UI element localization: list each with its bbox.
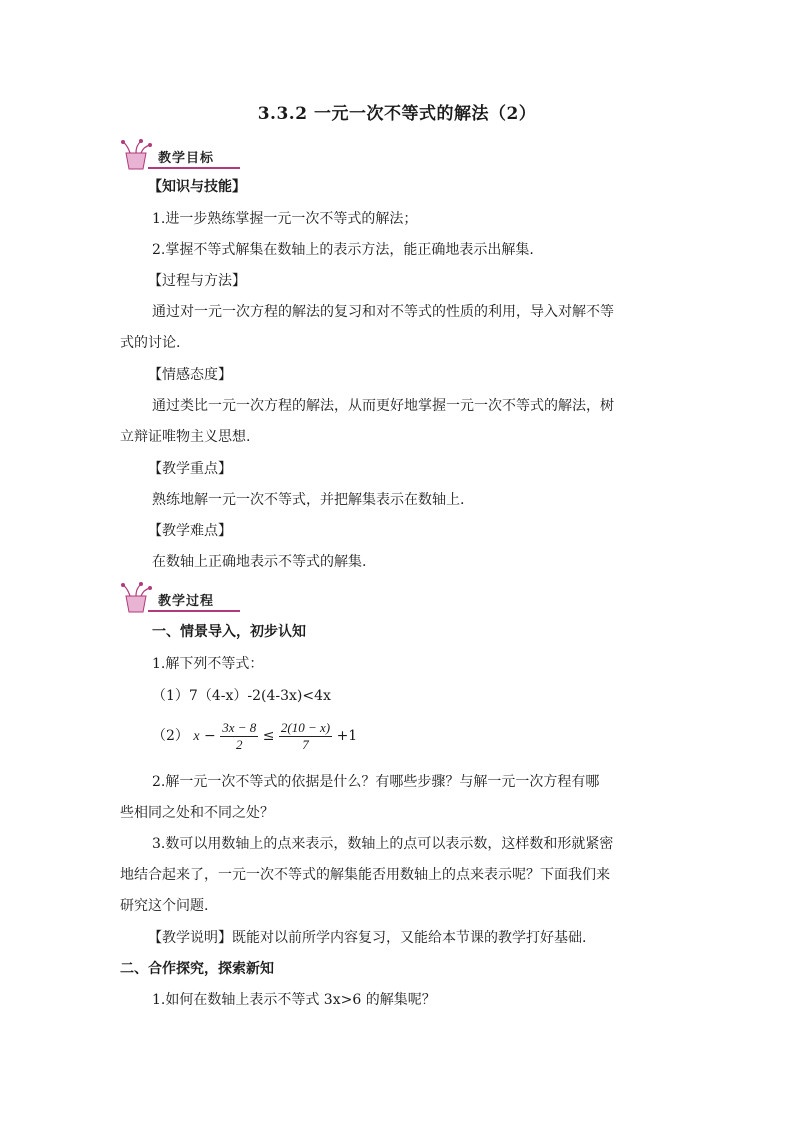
item-2-line-2: 些相同之处和不同之处？ xyxy=(120,805,274,821)
equation-2 xyxy=(152,716,357,756)
item-3-line-2: 地结合起来了，一元一次不等式的解集能否用数轴上的点来表示呢？下面我们来 xyxy=(120,867,610,883)
badge-label: 教学过程 xyxy=(158,594,215,609)
part2-heading: 二、合作探究，探索新知 xyxy=(120,961,274,977)
part1-heading: 一、情景导入，初步认知 xyxy=(152,624,306,640)
item-3-line-1: 3.数可以用数轴上的点来表示，数轴上的点可以表示数，这样数和形就紧密 xyxy=(152,836,614,852)
equation-2-label: （2） xyxy=(152,728,189,744)
knowledge-heading: 【知识与技能】 xyxy=(148,179,246,195)
key-text: 熟练地解一元一次不等式，并把解集表示在数轴上. xyxy=(152,492,465,508)
method-text-1: 通过对一元一次方程的解法的复习和对不等式的性质的利用，导入对解不等 xyxy=(152,304,614,320)
fraction-1-denominator: 2 xyxy=(236,736,243,752)
page-title: 3.3.2 一元一次不等式的解法（2） xyxy=(257,104,537,124)
section-badge-objectives xyxy=(118,139,240,171)
equation-2-tail: +1 xyxy=(336,728,358,744)
part2-item-1: 1.如何在数轴上表示不等式 3x>6 的解集呢？ xyxy=(152,992,436,1008)
key-heading: 【教学重点】 xyxy=(148,461,232,477)
item-3-line-3: 研究这个问题. xyxy=(120,898,209,914)
knowledge-item-1: 1.进一步熟练掌握一元一次不等式的解法； xyxy=(152,211,418,227)
item-1: 1.解下列不等式： xyxy=(152,656,264,672)
equation-1: （1）7（4-x）-2(4-3x)<4x xyxy=(152,688,331,704)
badge-label: 教学目标 xyxy=(158,151,215,166)
equation-2-le: ≤ xyxy=(262,728,275,744)
fraction-1-numerator: 3x − 8 xyxy=(222,719,257,735)
fraction-2-denominator: 7 xyxy=(302,736,309,752)
equation-2-var: x xyxy=(193,729,200,744)
section-badge-process xyxy=(118,582,240,614)
difficulty-heading: 【教学难点】 xyxy=(148,523,232,539)
method-text-2: 式的讨论. xyxy=(120,335,181,351)
knowledge-item-2: 2.掌握不等式解集在数轴上的表示方法，能正确地表示出解集. xyxy=(152,242,534,258)
attitude-text-1: 通过类比一元一次方程的解法，从而更好地掌握一元一次不等式的解法，树 xyxy=(152,398,614,414)
attitude-text-2: 立辩证唯物主义思想. xyxy=(120,429,251,445)
item-2-line-1: 2.解一元一次不等式的依据是什么？有哪些步骤？与解一元一次方程有哪 xyxy=(152,774,600,790)
fraction-2-numerator: 2(10 − x) xyxy=(280,719,331,735)
method-heading: 【过程与方法】 xyxy=(148,273,246,289)
equation-2-minus: − xyxy=(204,728,216,744)
fraction-1 xyxy=(220,720,258,753)
teaching-note: 【教学说明】既能对以前所学内容复习，又能给本节课的教学打好基础. xyxy=(148,930,587,946)
difficulty-text: 在数轴上正确地表示不等式的解集. xyxy=(152,554,367,570)
fraction-2 xyxy=(279,720,332,753)
attitude-heading: 【情感态度】 xyxy=(148,367,232,383)
